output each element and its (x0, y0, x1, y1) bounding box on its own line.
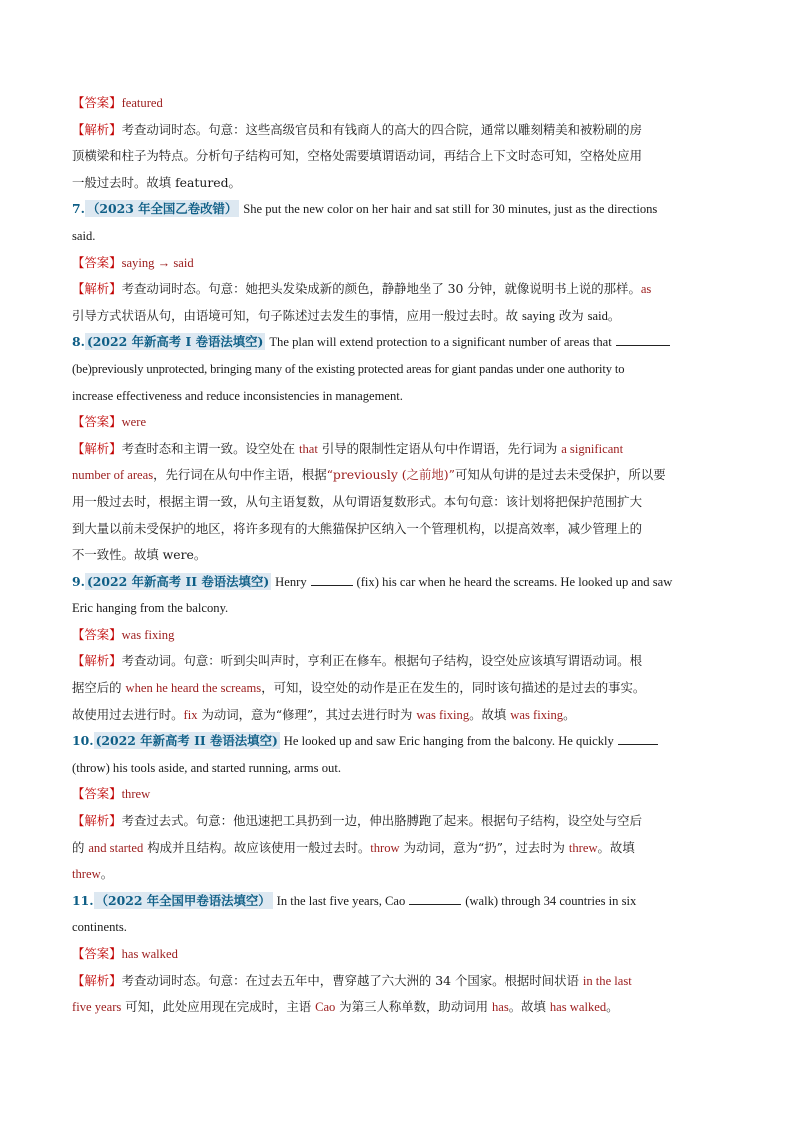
analysis-line: 不一致性。故填 were。 (72, 547, 207, 563)
analysis-text: 为动词，意为“修理”，其过去进行时为 (197, 706, 417, 722)
analysis-text: 考查时态和主谓一致。设空处在 (121, 440, 299, 456)
analysis-line (72, 117, 724, 144)
analysis-text: 改为 (554, 307, 588, 323)
question-text: (throw) his tools aside, and started running, arms out. (72, 760, 341, 775)
analysis-text: 。 (606, 999, 619, 1015)
analysis-text: 据空后的 (72, 680, 126, 696)
analysis-keyword: saying (522, 308, 555, 323)
question-stem (72, 888, 724, 915)
answer-text: were (121, 415, 147, 430)
analysis-line (72, 648, 724, 675)
analysis-text: 。 (563, 706, 576, 722)
analysis-text: 构成并且结构。故应该使用一般过去时。 (143, 839, 371, 855)
answer-text: featured (121, 96, 163, 110)
analysis-text: 引导方式状语从句，由语境可知，句子陈述过去发生的事情，应用一般过去时。故 (72, 307, 523, 323)
answer-text: saying → said (121, 255, 194, 270)
analysis-text: 考查动词时态。句意：在过去五年中，曹穿越了六大洲的 34 个国家。根据时间状语 (121, 972, 583, 988)
question-number: 9. (72, 573, 85, 589)
analysis-line (72, 861, 724, 888)
analysis-text: 可知从句讲的是过去未受保护，所以要 (454, 467, 666, 483)
analysis-line (72, 835, 724, 862)
question-number: 8. (72, 334, 85, 350)
answer-text: was fixing (121, 627, 175, 642)
analysis-line (72, 808, 724, 835)
question-text: (fix) his car when he heard the screams. He looked up and saw (356, 574, 673, 589)
analysis-text: 为动词，意为“扔”，过去时为 (399, 839, 569, 855)
analysis-keyword: as (640, 282, 652, 297)
answer-label: 【答案】 (72, 626, 122, 642)
analysis-label: 【解析】 (72, 281, 122, 297)
analysis-text: 。故填 (597, 839, 635, 855)
analysis-keyword: a significant (561, 441, 624, 456)
answer-text: threw (121, 787, 151, 802)
analysis-keyword: said (587, 308, 608, 323)
question-source: （2023 年全国乙卷改错） (86, 201, 238, 217)
analysis-keyword: when he heard the screams (125, 681, 262, 696)
analysis-label: 【解析】 (72, 121, 122, 137)
analysis-keyword: threw (72, 867, 101, 882)
question-number: 11. (72, 892, 94, 908)
analysis-text: 考查动词。句意：听到尖叫声时，亨利正在修车。根据句子结构，设空处应该填写谓语动词。根 (121, 653, 642, 669)
analysis-keyword: threw (568, 840, 598, 855)
analysis-line (72, 303, 724, 330)
answer-label: 【答案】 (72, 786, 122, 802)
analysis-line (72, 702, 724, 729)
analysis-keyword: fix (183, 707, 198, 722)
question-source: (2022 年新高考 II 卷语法填空) (86, 573, 270, 589)
answer-blank (616, 333, 670, 346)
analysis-text: 。 (100, 866, 114, 882)
analysis-text: ，可知，设空处的动作是正在发生的，同时该句描述的是过去的事实。 (261, 680, 646, 696)
analysis-text: 引导的限制性定语从句中作谓语，先行词为 (317, 440, 562, 456)
analysis-line: 一般过去时。故填 featured。 (72, 174, 241, 190)
question-text: increase effectiveness and reduce inconsistencies in management. (72, 388, 403, 403)
answer-line-q9 (72, 622, 724, 649)
analysis-text: 可知，此处应用现在完成时，主语 (121, 999, 316, 1015)
question-text: (walk) through 34 countries in six (465, 893, 637, 908)
answer-blank (311, 573, 353, 586)
analysis-keyword: number of areas (72, 468, 154, 483)
question-text: In the last five years, Cao (276, 893, 406, 908)
analysis-line: 顶横梁和柱子为特点。分析句子结构可知，空格处需要填谓语动词，再结合上下文时态可知，空格处应用 (72, 148, 642, 164)
question-stem (72, 728, 724, 755)
answer-line-q6 (72, 90, 724, 117)
analysis-text: 的 (72, 839, 89, 855)
analysis-line: 到大量以前未受保护的地区，将许多现有的大熊猫保护区纳入一个管理机构，以提高效率，减少管理上的 (72, 520, 642, 536)
question-text: She put the new color on her hair and sat still for 30 minutes, just as the directions (243, 202, 658, 217)
question-text: continents. (72, 920, 127, 935)
analysis-text: 。故填 (469, 706, 511, 722)
analysis-text: ，先行词在从句中作主语，根据 (153, 467, 327, 483)
analysis-keyword: in the last (582, 973, 632, 988)
question-text: Eric hanging from the balcony. (72, 601, 229, 616)
question-text: (be)previously unprotected, bringing many of the existing protected areas for giant pandas under one authority to (72, 361, 625, 376)
analysis-label: 【解析】 (72, 440, 122, 456)
question-source: (2022 年新高考 II 卷语法填空) (95, 733, 278, 749)
analysis-label: 【解析】 (72, 972, 122, 988)
analysis-line (72, 994, 724, 1021)
analysis-keyword: five years (72, 1000, 122, 1015)
analysis-text: 考查动词时态。句意：这些高级官员和有钱商人的高大的四合院，通常以雕刻精美和被粉刷的房 (121, 121, 642, 137)
answer-line-q7 (72, 250, 724, 277)
answer-label: 【答案】 (72, 254, 122, 270)
question-text: Henry (275, 574, 307, 589)
analysis-line (72, 436, 724, 463)
answer-line-q11 (72, 941, 724, 968)
answer-label: 【答案】 (72, 946, 122, 961)
question-text: said. (72, 228, 96, 243)
analysis-text: 考查过去式。句意：他迅速把工具扔到一边，伸出胳膊跑了起来。根据句子结构，设空处与空后 (121, 813, 642, 829)
analysis-text: 为第三人称单数，助动词用 (335, 999, 492, 1015)
answer-blank (409, 892, 461, 905)
analysis-line (72, 462, 724, 489)
analysis-keyword: Cao (315, 1000, 336, 1015)
analysis-text: 考查动词时态。句意：她把头发染成新的颜色，静静地坐了 30 分钟，就像说明书上说的那样。 (121, 281, 641, 297)
answer-text: has walked (121, 947, 178, 961)
analysis-line (72, 276, 724, 303)
answer-label: 【答案】 (72, 414, 122, 430)
question-number: 7. (72, 201, 85, 217)
answer-line-q8 (72, 409, 724, 436)
analysis-text: 故使用过去进行时。 (72, 706, 184, 722)
analysis-line: 用一般过去时，根据主谓一致，从句主语复数，从句谓语复数形式。本句句意：该计划将把保护范围扩大 (72, 493, 642, 509)
question-stem (72, 569, 724, 596)
analysis-keyword: was fixing (416, 707, 470, 722)
answer-blank (618, 732, 658, 745)
analysis-keyword: that (298, 441, 318, 456)
analysis-label: 【解析】 (72, 653, 122, 669)
analysis-label: 【解析】 (72, 813, 122, 829)
question-stem (72, 196, 724, 223)
exercise-page (72, 90, 724, 1021)
analysis-line (72, 968, 724, 995)
analysis-keyword: has (491, 1000, 509, 1015)
question-source: （2022 年全国甲卷语法填空） (95, 892, 271, 908)
analysis-keyword: has walked (549, 1000, 607, 1015)
analysis-line (72, 675, 724, 702)
question-number: 10. (72, 733, 94, 749)
analysis-keyword: “previously (之前地)” (326, 467, 455, 483)
answer-line-q10 (72, 781, 724, 808)
analysis-text: 。 (607, 307, 621, 323)
analysis-keyword: was fixing (510, 707, 564, 722)
question-stem (72, 329, 724, 356)
question-source: (2022 年新高考 I 卷语法填空) (86, 334, 264, 350)
analysis-keyword: and started (88, 840, 144, 855)
answer-label: 【答案】 (72, 95, 122, 110)
analysis-keyword: throw (370, 840, 400, 855)
question-text: He looked up and saw Eric hanging from the balcony. He quickly (283, 734, 614, 749)
analysis-text: 。故填 (508, 999, 550, 1015)
question-text: The plan will extend protection to a significant number of areas that (269, 335, 612, 350)
